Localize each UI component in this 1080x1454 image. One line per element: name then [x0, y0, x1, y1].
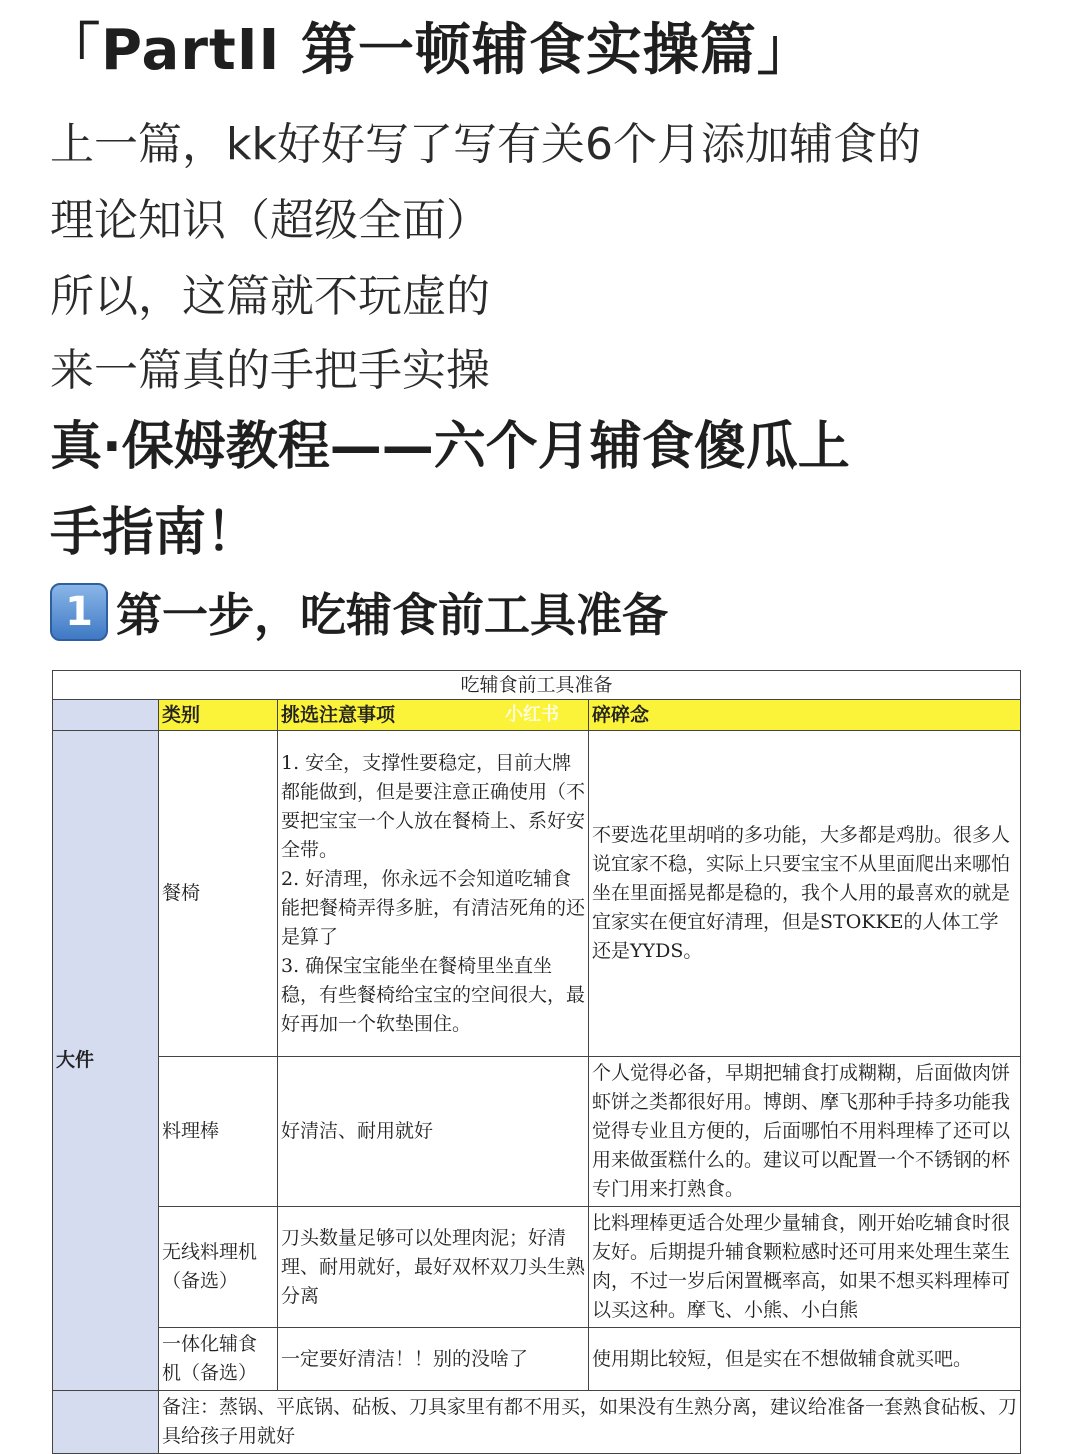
header-comments-label: 碎碎念 [592, 704, 650, 726]
headline-line-2: 手指南！ [50, 503, 259, 563]
number-1-keycap-icon: 1 [50, 583, 108, 641]
table-header-row [53, 700, 1021, 731]
header-comments [505, 700, 1021, 731]
comment-cell: 使用期比较短，但是实在不想做辅食就买吧。 [589, 1328, 1021, 1391]
tips-cell: 刀头数量足够可以处理肉泥；好清理、耐用就好，最好双杯双刀头生熟分离 [278, 1207, 589, 1328]
tip-line: 1. 安全，支撑性要稳定，目前大牌都能做到，但是要注意正确使用（不要把宝宝一个人放在餐椅上、系好安全带。 [281, 751, 586, 861]
item-cell: 一体化辅食机（备选） [159, 1328, 278, 1391]
header-category: 类别 [159, 700, 278, 731]
page-title: 「PartII 第一顿辅食实操篇」 [44, 18, 814, 83]
tools-table-wrapper [52, 670, 1020, 1454]
table-row [53, 731, 1021, 1057]
tips-cell [278, 731, 589, 1057]
table-note: 备注：蒸锅、平底锅、砧板、刀具家里有都不用买，如果没有生熟分离，建议给准备一套熟食砧板、刀具给孩子用就好 [159, 1391, 1021, 1454]
intro-line-3: 所以，这篇就不玩虚的 [50, 271, 490, 322]
intro-line-2: 理论知识（超级全面） [50, 195, 490, 246]
group-label-cell: 大件 [53, 731, 159, 1391]
table-caption: 吃辅食前工具准备 [53, 671, 1021, 700]
watermark: 小红书 [505, 704, 559, 725]
tips-cell: 好清洁、耐用就好 [278, 1057, 589, 1207]
step-heading [50, 582, 668, 642]
item-cell: 餐椅 [159, 731, 278, 1057]
tools-table [52, 670, 1021, 1454]
table-row [53, 1207, 1021, 1328]
item-cell: 无线料理机（备选） [159, 1207, 278, 1328]
step-label: 第一步，吃辅食前工具准备 [116, 588, 668, 642]
item-cell: 料理棒 [159, 1057, 278, 1207]
comment-cell: 个人觉得必备，早期把辅食打成糊糊，后面做肉饼虾饼之类都很好用。博朗、摩飞那种手持多功能我觉得专业且方便的，后面哪怕不用料理棒了还可以用来做蛋糕什么的。建议可以配置一个不锈钢的杯专门用来打熟食。 [589, 1057, 1021, 1207]
tips-cell: 一定要好清洁！！别的没啥了 [278, 1328, 589, 1391]
headline-line-1: 真·保姆教程——六个月辅食傻瓜上 [50, 417, 850, 477]
intro-line-4: 来一篇真的手把手实操 [50, 345, 490, 396]
header-tips: 挑选注意事项 [278, 700, 589, 731]
intro-line-1: 上一篇，kk好好写了写有关6个月添加辅食的 [50, 119, 921, 170]
note-blank-cell [53, 1391, 159, 1454]
header-blank-cell [53, 700, 159, 731]
comment-cell: 不要选花里胡哨的多功能，大多都是鸡肋。很多人说宜家不稳，实际上只要宝宝不从里面爬出来哪怕坐在里面摇晃都是稳的，我个人用的最喜欢的就是宜家实在便宜好清理，但是STOKKE的人体工学还是YYDS。 [589, 731, 1021, 1057]
table-row [53, 1328, 1021, 1391]
table-row [53, 1057, 1021, 1207]
table-note-row [53, 1391, 1021, 1454]
comment-cell: 比料理棒更适合处理少量辅食，刚开始吃辅食时很友好。后期提升辅食颗粒感时还可用来处理生菜生肉，不过一岁后闲置概率高，如果不想买料理棒可以买这种。摩飞、小熊、小白熊 [589, 1207, 1021, 1328]
tip-line: 3. 确保宝宝能坐在餐椅里坐直坐稳，有些餐椅给宝宝的空间很大，最好再加一个软垫围住。 [281, 954, 586, 1035]
tip-line: 2. 好清理，你永远不会知道吃辅食能把餐椅弄得多脏，有清洁死角的还是算了 [281, 867, 586, 948]
